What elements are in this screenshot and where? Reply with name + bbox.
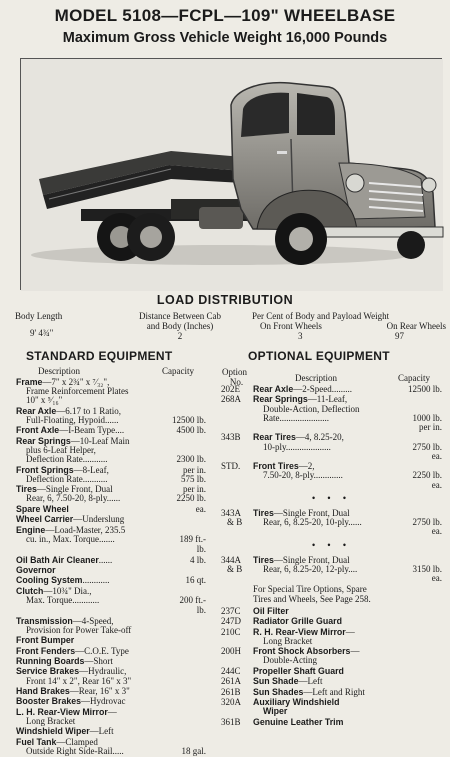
capacity-value: lb.	[196, 544, 206, 555]
opt-item	[221, 698, 442, 716]
std-item	[16, 378, 206, 406]
item-name: Sun Shade	[253, 676, 299, 687]
item-description	[16, 587, 206, 605]
item-name: Clutch	[16, 585, 44, 596]
item-line: Long Bracket	[26, 716, 76, 727]
item-description	[253, 667, 442, 676]
item-line: Front Axle—I-Beam Type....	[16, 425, 125, 436]
item-line: plus 6-Leaf Helper,	[26, 444, 96, 455]
item-line: Front 14" x 2", Rear 16" x 3"	[26, 675, 132, 686]
opt-item	[221, 433, 442, 461]
item-name: Front Fenders	[16, 645, 76, 656]
item-description	[253, 433, 442, 461]
item-line: Rear Springs—11-Leaf,	[253, 394, 348, 405]
std-item	[16, 426, 206, 435]
item-description	[253, 607, 442, 616]
item-line: Full-Floating, Hypoid......	[26, 415, 119, 425]
item-name: Tires	[253, 508, 274, 518]
item-name: Front Axle	[16, 425, 60, 436]
item-line	[253, 527, 442, 536]
item-name: Tires	[253, 554, 274, 565]
item-line: Booster Brakes—Hydrovac	[16, 696, 126, 707]
item-name: Transmission	[16, 615, 73, 626]
item-line	[253, 574, 442, 583]
item-description	[16, 636, 206, 645]
std-description-header: Description	[38, 366, 80, 376]
item-name: Auxiliary Windshield	[253, 696, 340, 707]
item-name: Rear Tires	[253, 432, 296, 443]
item-description	[16, 647, 206, 656]
item-description	[253, 647, 442, 665]
item-line: Windshield Wiper—Left	[16, 726, 114, 737]
item-description	[253, 509, 442, 537]
option-number: STD.	[221, 461, 241, 472]
item-line: Outside Right Side-Rail.....	[26, 746, 124, 757]
item-line: Rear, 6, 8.25-20, 12-ply....	[263, 564, 358, 575]
capacity-value: 4 lb.	[189, 554, 206, 565]
item-line: Tires—Single Front, Dual	[253, 508, 350, 518]
option-number: 247D	[221, 616, 241, 627]
item-line	[253, 667, 442, 676]
capacity-value: 3150 lb.	[412, 564, 442, 574]
capacity-value: 189 ft.-	[179, 533, 206, 544]
gvw-subtitle: Maximum Gross Vehicle Weight 16,000 Pounds	[62, 30, 388, 46]
item-line: Sun Shades—Left and Right	[253, 686, 365, 697]
opt-item	[221, 667, 442, 676]
item-description	[16, 657, 206, 666]
item-description	[16, 687, 206, 696]
item-name: Sun Shades	[253, 686, 304, 697]
item-name: Rear Axle	[253, 384, 294, 394]
capacity-value: 2250 lb.	[176, 493, 206, 504]
std-item	[16, 657, 206, 666]
body-length-value: 9' 4¾"	[30, 328, 54, 338]
capacity-value: 2300 lb.	[176, 454, 206, 465]
item-line: Front Shock Absorbers—	[253, 646, 360, 657]
item-description	[16, 697, 206, 706]
item-line: Double-Acting	[263, 655, 317, 666]
item-line	[16, 545, 206, 554]
std-item	[16, 505, 206, 514]
item-line: Fuel Tank—Clamped	[16, 736, 98, 747]
item-line: Service Brakes—Hydraulic,	[16, 666, 127, 677]
standard-equipment-title: STANDARD EQUIPMENT	[26, 349, 173, 363]
std-item	[16, 687, 206, 696]
std-item	[16, 727, 206, 736]
item-line: Cooling System............	[16, 575, 110, 586]
capacity-value: ea.	[431, 573, 442, 584]
item-line: Frame—7" x 2¾" x ⁷⁄₃₂",	[16, 377, 110, 387]
weight-distribution: Per Cent of Body and Payload Weight On Front Wheels On Rear Wheels 3 97	[252, 311, 446, 341]
item-name: Front Bumper	[16, 635, 75, 646]
capacity-value: 12500 lb.	[407, 384, 442, 394]
item-name: Front Tires	[253, 461, 299, 472]
item-line: Rear Tires—4, 8.25-20,	[253, 432, 344, 443]
truck-image	[21, 59, 443, 291]
item-name: Frame	[16, 377, 43, 387]
item-name: Windshield Wiper	[16, 726, 90, 737]
item-description	[16, 526, 206, 544]
std-item	[16, 515, 206, 524]
item-line: Double-Action, Deflection	[263, 403, 360, 414]
capacity-value: 1000 lb.	[412, 412, 442, 423]
std-item	[16, 407, 206, 425]
item-description	[16, 515, 206, 524]
capacity-value: 12500 lb.	[171, 414, 206, 425]
opt-item	[221, 617, 442, 626]
item-line: Rear, 6, 7.50-20, 8-ply......	[26, 493, 121, 504]
item-line: 10-ply....................	[263, 441, 331, 452]
model-title: MODEL 5108—FCPL—109" WHEELBASE	[54, 6, 396, 25]
option-number: 210C	[221, 626, 241, 637]
item-line: Provision for Power Take-off	[26, 624, 132, 635]
item-name: Running Boards	[16, 656, 85, 667]
item-name: L. H. Rear-View Mirror	[16, 706, 108, 717]
item-name: Rear Springs	[16, 435, 71, 446]
item-line	[253, 452, 442, 461]
item-line: cu. in., Max. Torque.......	[26, 533, 115, 544]
item-line: Sun Shade—Left	[253, 676, 323, 687]
item-name: Service Brakes	[16, 666, 80, 677]
item-line: Engine—Load-Master, 235.5	[16, 524, 126, 535]
item-description	[16, 485, 206, 503]
capacity-value: ea.	[431, 450, 442, 461]
item-description	[16, 727, 206, 736]
item-line: Front Springs—8-Leaf,	[16, 464, 109, 475]
item-description	[16, 437, 206, 465]
option-number: 200H	[221, 646, 241, 657]
item-name: Front Springs	[16, 464, 74, 475]
item-line	[253, 707, 442, 716]
item-name: Radiator Grille Guard	[253, 616, 342, 627]
item-description	[253, 677, 442, 686]
std-item	[16, 697, 206, 706]
item-line: Rear, 6, 8.25-20, 10-ply......	[263, 517, 362, 528]
item-line: Rear Axle—6.17 to 1 Ratio,	[16, 405, 122, 416]
item-line	[16, 505, 206, 514]
option-number: 244C	[221, 665, 241, 676]
item-name: Oil Bath Air Cleaner	[16, 554, 99, 565]
item-line: L. H. Rear-View Mirror—	[16, 706, 117, 717]
separator-dots: • • •	[312, 539, 351, 550]
item-line	[16, 636, 206, 645]
std-item	[16, 556, 206, 565]
opt-item	[221, 462, 442, 490]
item-description	[16, 566, 206, 575]
cab-distance-label: Distance Between Cab and Body (Inches) 2	[105, 311, 255, 341]
opt-item	[221, 688, 442, 697]
capacity-value: per in.	[183, 484, 206, 495]
item-line: 7.50-20, 8-ply.............	[263, 470, 343, 481]
item-description	[253, 698, 442, 716]
opt-item	[221, 494, 442, 503]
std-item	[16, 485, 206, 503]
item-line: Clutch—10¾" Dia.,	[16, 585, 92, 596]
opt-item	[221, 385, 442, 394]
std-item	[16, 526, 206, 544]
item-description	[16, 576, 206, 585]
item-name: Hand Brakes	[16, 686, 70, 697]
capacity-value: per in.	[183, 464, 206, 475]
item-name: Cooling System	[16, 575, 83, 586]
item-description	[16, 407, 206, 425]
opt-option-header: Option No.	[222, 367, 248, 387]
tire-options-note	[253, 585, 442, 603]
opt-item	[221, 607, 442, 616]
item-name: Rear Springs	[253, 394, 308, 405]
opt-item	[221, 647, 442, 665]
opt-description-header: Description	[295, 373, 337, 383]
item-line	[253, 481, 442, 490]
capacity-value: ea.	[195, 503, 206, 514]
truck-photo	[20, 58, 442, 290]
item-name: Rear Axle	[16, 405, 57, 416]
rear-wheels-percent: 97	[395, 331, 404, 341]
item-description	[253, 617, 442, 626]
std-item	[16, 576, 206, 585]
item-description	[16, 667, 206, 685]
item-name: Governor	[16, 564, 56, 575]
item-description	[16, 738, 206, 756]
opt-capacity-header: Capacity	[398, 373, 430, 383]
item-description	[16, 426, 206, 435]
item-name: Oil Filter	[253, 605, 289, 616]
item-description	[16, 545, 206, 554]
item-description	[253, 718, 442, 727]
capacity-value: ea.	[431, 526, 442, 537]
std-item	[16, 708, 206, 726]
item-name: Genuine Leather Trim	[253, 716, 344, 727]
item-line: Tires—Single Front, Dual	[253, 554, 350, 565]
opt-item	[221, 541, 442, 550]
std-item	[16, 606, 206, 615]
std-item	[16, 636, 206, 645]
option-number: 202E	[221, 384, 240, 394]
item-line	[16, 606, 206, 615]
optional-equipment-list	[221, 385, 442, 728]
option-number: 261B	[221, 686, 241, 697]
separator-dots: • • •	[312, 492, 351, 503]
option-number: 237C	[221, 605, 241, 616]
capacity-value: 575 lb.	[180, 473, 206, 484]
item-line: Deflection Rate...........	[26, 454, 108, 465]
item-name: Tires	[16, 484, 37, 495]
std-item	[16, 466, 206, 484]
item-description	[16, 505, 206, 514]
item-line: Rate......................	[263, 412, 329, 423]
option-number-suffix: & B	[227, 564, 243, 575]
capacity-value: 18 gal.	[181, 746, 206, 756]
item-name: Front Shock Absorbers	[253, 646, 351, 657]
capacity-value: 16 qt.	[185, 575, 206, 586]
item-line	[253, 617, 442, 626]
item-line: Transmission—4-Speed,	[16, 615, 114, 626]
item-description	[253, 462, 442, 490]
std-item	[16, 545, 206, 554]
item-description	[253, 628, 442, 646]
capacity-value: 200 ft.-	[179, 594, 206, 605]
std-item	[16, 587, 206, 605]
std-item	[16, 437, 206, 465]
item-name: Wiper	[263, 706, 288, 717]
front-wheels-percent: 3	[298, 331, 303, 341]
item-line: Running Boards—Short	[16, 656, 113, 667]
item-description	[16, 466, 206, 484]
option-number: 261A	[221, 676, 241, 687]
option-number: 344A & B	[221, 554, 243, 575]
item-line: Max. Torque............	[26, 594, 100, 605]
item-name: Fuel Tank	[16, 736, 57, 747]
item-line: 10" x ⁵⁄₁₆"	[26, 395, 63, 406]
item-description	[253, 556, 442, 584]
item-line: Oil Bath Air Cleaner......	[16, 554, 113, 565]
opt-item	[221, 677, 442, 686]
capacity-value: per in.	[419, 421, 442, 432]
item-line: Front Fenders—C.O.E. Type	[16, 645, 129, 656]
body-length-label: Body Length	[15, 311, 63, 321]
std-item	[16, 738, 206, 756]
item-description	[16, 708, 206, 726]
item-name: Wheel Carrier	[16, 514, 74, 525]
opt-item	[221, 509, 442, 537]
std-item	[16, 647, 206, 656]
option-number: 361B	[221, 716, 241, 727]
standard-equipment-list	[16, 378, 206, 757]
capacity-value: 4500 lb.	[176, 425, 206, 436]
opt-item	[221, 628, 442, 646]
item-name: R. H. Rear-View Mirror	[253, 626, 346, 637]
cab-distance-value: 2	[177, 331, 183, 341]
note-line: Tires and Wheels, See Page 258.	[253, 593, 371, 604]
item-line	[16, 566, 206, 575]
capacity-value: 2750 lb.	[412, 441, 442, 452]
capacity-value: 2750 lb.	[412, 517, 442, 528]
item-line: Hand Brakes—Rear, 16" x 3"	[16, 686, 130, 697]
item-line: Wheel Carrier—Underslung	[16, 514, 125, 525]
load-distribution-title: LOAD DISTRIBUTION	[156, 293, 294, 307]
opt-item	[221, 718, 442, 727]
opt-item	[221, 556, 442, 584]
item-line	[253, 718, 442, 727]
option-number: 320A	[221, 696, 241, 707]
item-description	[253, 395, 442, 432]
opt-item	[221, 585, 442, 603]
item-line: Rear Springs—10-Leaf Main	[16, 435, 130, 446]
option-number: 268A	[221, 394, 241, 405]
option-number: 343B	[221, 432, 241, 443]
item-name: Engine	[16, 524, 46, 535]
item-line: Front Tires—2,	[253, 461, 315, 472]
item-name: Propeller Shaft Guard	[253, 665, 344, 676]
opt-item	[221, 395, 442, 432]
item-description	[253, 688, 442, 697]
capacity-value: ea.	[431, 479, 442, 490]
option-number-suffix: & B	[227, 517, 243, 528]
item-line	[253, 423, 442, 432]
item-description	[16, 606, 206, 615]
std-item	[16, 566, 206, 575]
std-item	[16, 667, 206, 685]
optional-equipment-title: OPTIONAL EQUIPMENT	[248, 349, 390, 363]
item-line: Deflection Rate...........	[26, 473, 108, 484]
note-line: For Special Tire Options, Spare	[253, 584, 367, 595]
item-line: Rear Axle—2-Speed.........	[253, 384, 353, 394]
capacity-value: lb.	[196, 605, 206, 616]
item-line: Frame Reinforcement Plates	[26, 386, 129, 397]
item-name: Booster Brakes	[16, 696, 82, 707]
item-description	[16, 617, 206, 635]
item-description	[16, 556, 206, 565]
item-description	[253, 385, 442, 394]
item-line: Tires—Single Front, Dual	[16, 484, 113, 495]
item-name: Spare Wheel	[16, 503, 69, 514]
std-capacity-header: Capacity	[162, 366, 194, 376]
item-line	[253, 607, 442, 616]
capacity-value: 2250 lb.	[412, 470, 442, 481]
item-line: Long Bracket	[263, 635, 313, 646]
std-item	[16, 617, 206, 635]
option-number: 343A & B	[221, 508, 243, 528]
item-description	[16, 378, 206, 406]
item-line: R. H. Rear-View Mirror—	[253, 626, 355, 637]
